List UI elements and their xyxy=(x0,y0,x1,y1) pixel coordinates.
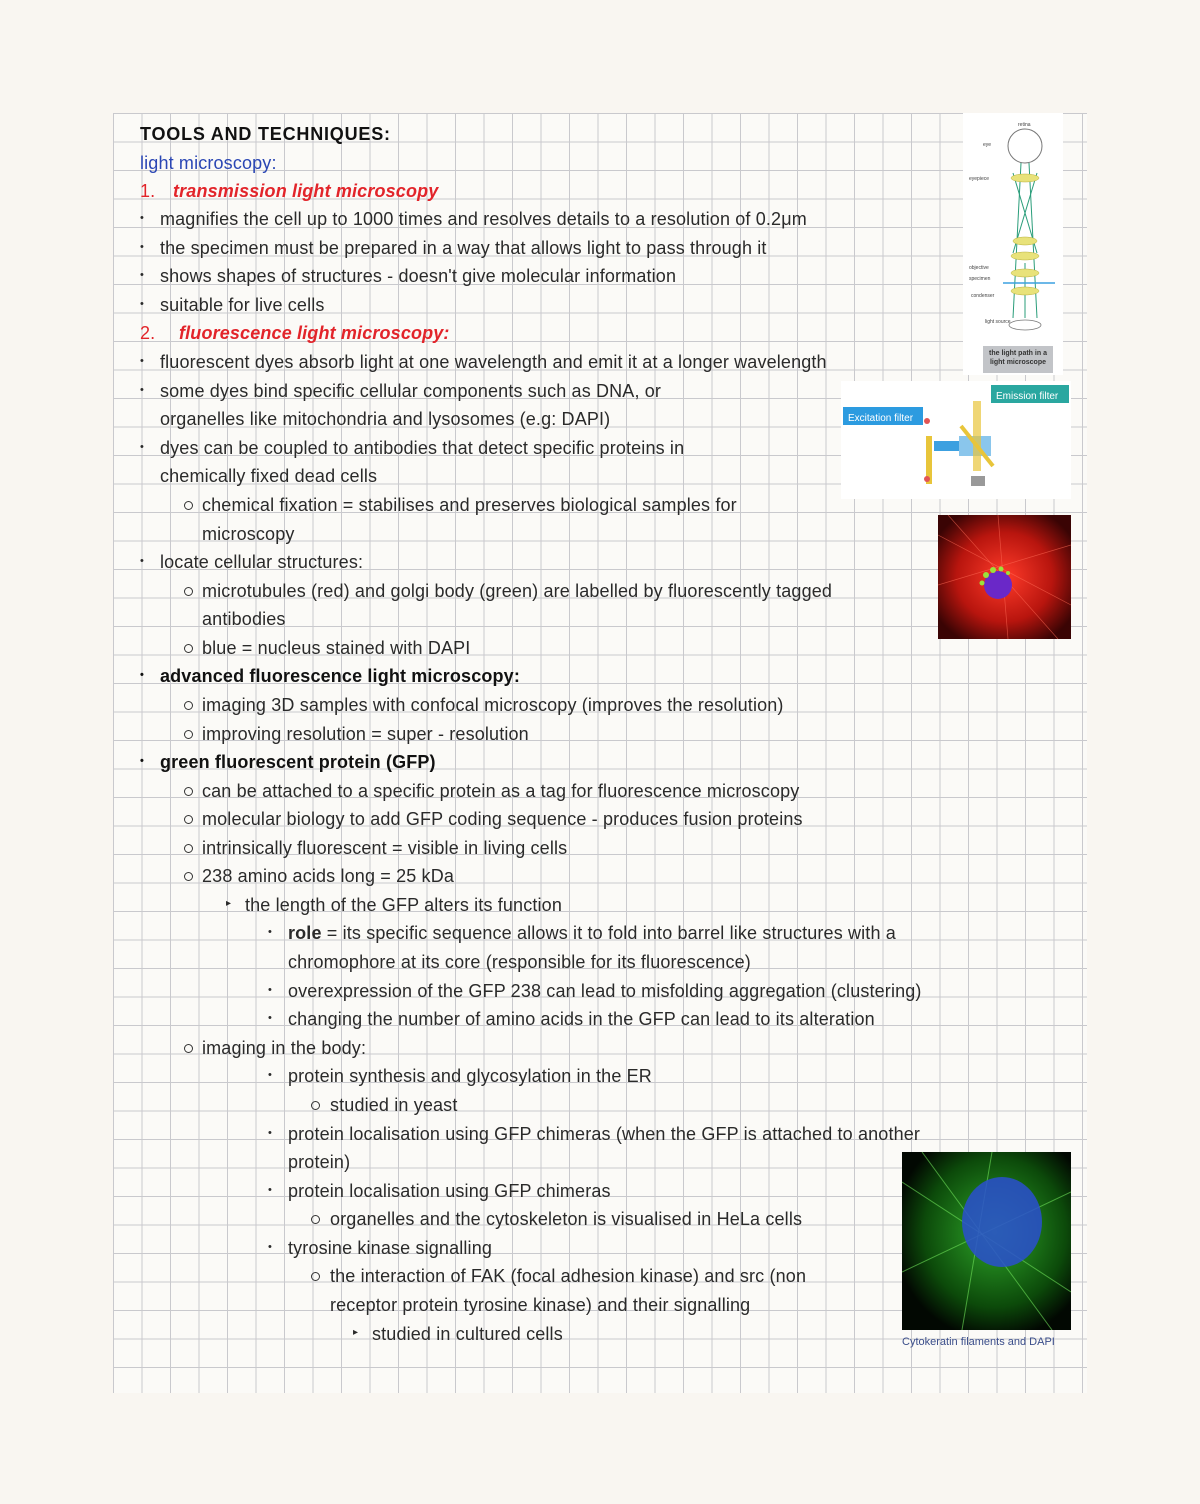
list-item-continued: chemically fixed dead cells xyxy=(160,466,378,486)
fluorescent-cell-image xyxy=(938,515,1071,639)
circle-bullet-icon xyxy=(184,701,193,710)
cytokeratin-caption: Cytokeratin filaments and DAPI xyxy=(902,1336,1055,1348)
light-path-diagram xyxy=(963,113,1063,375)
level5-item-continued: receptor protein tyrosine kinase) and their signalling xyxy=(330,1295,751,1315)
sub-list-item: imaging 3D samples with confocal microscopy (improves the resolution) xyxy=(184,695,784,716)
sub-list-item: 238 amino acids long = 25 kDa xyxy=(184,866,454,887)
bullet-icon: • xyxy=(268,1184,273,1196)
number-2: 2. xyxy=(140,323,156,343)
bullet-icon: • xyxy=(268,926,273,938)
role-term: role xyxy=(288,923,322,943)
level4-item: • tyrosine kinase signalling xyxy=(268,1238,493,1258)
sub-list-item: can be attached to a specific protein as a tag for fluorescence microscopy xyxy=(184,781,799,802)
bullet-icon: • xyxy=(140,298,145,310)
bullet-icon: • xyxy=(268,1069,273,1081)
svg-text:eye: eye xyxy=(983,142,992,148)
level4-item: • role = its specific sequence allows it to fold into barrel like structures with a xyxy=(268,923,896,943)
circle-bullet-icon xyxy=(184,844,193,853)
cytokeratin-cell-image xyxy=(902,1152,1071,1330)
circle-bullet-icon xyxy=(311,1215,320,1224)
arrow-bullet-icon: ▸ xyxy=(353,1327,359,1338)
list-item: • some dyes bind specific cellular components such as DNA, or xyxy=(140,381,662,401)
bullet-icon: • xyxy=(140,384,145,396)
circle-bullet-icon xyxy=(311,1272,320,1281)
circle-bullet-icon xyxy=(184,1044,193,1053)
list-item: • locate cellular structures: xyxy=(140,552,364,572)
excitation-filter-label: Excitation filter xyxy=(848,413,914,424)
sub-list-item: molecular biology to add GFP coding sequence - produces fusion proteins xyxy=(184,809,803,830)
circle-bullet-icon xyxy=(184,501,193,510)
sub-list-item-continued: microscopy xyxy=(202,524,295,544)
bullet-icon: • xyxy=(268,1241,273,1253)
sub-list-item: microtubules (red) and golgi body (green) are labelled by fluorescently tagged xyxy=(184,581,832,602)
heading-transmission: transmission light microscopy xyxy=(173,181,439,201)
svg-text:condenser: condenser xyxy=(971,293,995,299)
level4-item: • overexpression of the GFP 238 can lead to misfolding aggregation (clustering) xyxy=(268,981,922,1001)
section-heading: light microscopy: xyxy=(140,153,277,173)
circle-bullet-icon xyxy=(184,872,193,881)
svg-text:light source: light source xyxy=(985,319,1011,325)
list-item: • advanced fluorescence light microscopy: xyxy=(140,666,520,686)
arrow-bullet-icon: ▸ xyxy=(226,898,232,909)
emission-filter-label: Emission filter xyxy=(996,391,1059,402)
fluorescence-filter-diagram xyxy=(841,381,1071,499)
bullet-icon: • xyxy=(140,269,145,281)
level6-item: ▸ studied in cultured cells xyxy=(353,1324,563,1344)
heading-fluorescence: fluorescence light microscopy: xyxy=(179,323,450,343)
sub-list-item-continued: antibodies xyxy=(202,609,286,629)
sub-list-item: chemical fixation = stabilises and preserves biological samples for xyxy=(184,495,737,516)
sub-list-item: imaging in the body: xyxy=(184,1038,366,1059)
bullet-icon: • xyxy=(140,555,145,567)
svg-text:specimen: specimen xyxy=(969,276,991,282)
level5-item: studied in yeast xyxy=(311,1095,457,1116)
sub-list-item: intrinsically fluorescent = visible in living cells xyxy=(184,838,567,859)
number-1: 1. xyxy=(140,181,156,201)
level5-item: the interaction of FAK (focal adhesion kinase) and src (non xyxy=(311,1266,806,1287)
bullet-icon: • xyxy=(268,1127,273,1139)
circle-bullet-icon xyxy=(184,787,193,796)
sub-sub-list-item: ▸ the length of the GFP alters its function xyxy=(226,895,562,915)
list-item: • shows shapes of structures - doesn't give molecular information xyxy=(140,266,677,286)
bullet-icon: • xyxy=(140,669,145,681)
bullet-icon: • xyxy=(268,984,273,996)
list-item: • fluorescent dyes absorb light at one wavelength and emit it at a longer wavelength xyxy=(140,352,827,372)
page-title: TOOLS AND TECHNIQUES: xyxy=(140,124,391,144)
sub-list-item: improving resolution = super - resolution xyxy=(184,724,529,745)
sub-list-item: blue = nucleus stained with DAPI xyxy=(184,638,470,659)
circle-bullet-icon xyxy=(184,587,193,596)
level4-item: • changing the number of amino acids in the GFP can lead to its alteration xyxy=(268,1009,875,1029)
bullet-icon: • xyxy=(140,212,145,224)
list-item: • the specimen must be prepared in a way that allows light to pass through it xyxy=(140,238,767,258)
level4-item: • protein localisation using GFP chimeras (when the GFP is attached to another xyxy=(268,1124,921,1144)
svg-text:retina: retina xyxy=(1018,122,1031,128)
bullet-icon: • xyxy=(140,355,145,367)
circle-bullet-icon xyxy=(184,730,193,739)
circle-bullet-icon xyxy=(311,1101,320,1110)
level4-item: • protein synthesis and glycosylation in the ER xyxy=(268,1066,652,1086)
level5-item: organelles and the cytoskeleton is visualised in HeLa cells xyxy=(311,1209,802,1230)
list-item: • magnifies the cell up to 1000 times and resolves details to a resolution of 0.2μm xyxy=(140,209,807,229)
list-item: • dyes can be coupled to antibodies that detect specific proteins in xyxy=(140,438,685,458)
level4-item-continued: protein) xyxy=(288,1152,351,1172)
list-item: • suitable for live cells xyxy=(140,295,325,315)
svg-text:eyepiece: eyepiece xyxy=(969,176,990,182)
level4-item: • protein localisation using GFP chimeras xyxy=(268,1181,611,1201)
bullet-icon: • xyxy=(268,1012,273,1024)
svg-text:objective: objective xyxy=(969,265,989,271)
list-item: • green fluorescent protein (GFP) xyxy=(140,752,436,772)
bullet-icon: • xyxy=(140,755,145,767)
bullet-icon: • xyxy=(140,241,145,253)
list-item-continued: organelles like mitochondria and lysosomes (e.g: DAPI) xyxy=(160,409,611,429)
level4-item-continued: chromophore at its core (responsible for its fluorescence) xyxy=(288,952,751,972)
circle-bullet-icon xyxy=(184,815,193,824)
bullet-icon: • xyxy=(140,441,145,453)
light-path-caption: the light path in a light microscope xyxy=(983,346,1053,373)
circle-bullet-icon xyxy=(184,644,193,653)
